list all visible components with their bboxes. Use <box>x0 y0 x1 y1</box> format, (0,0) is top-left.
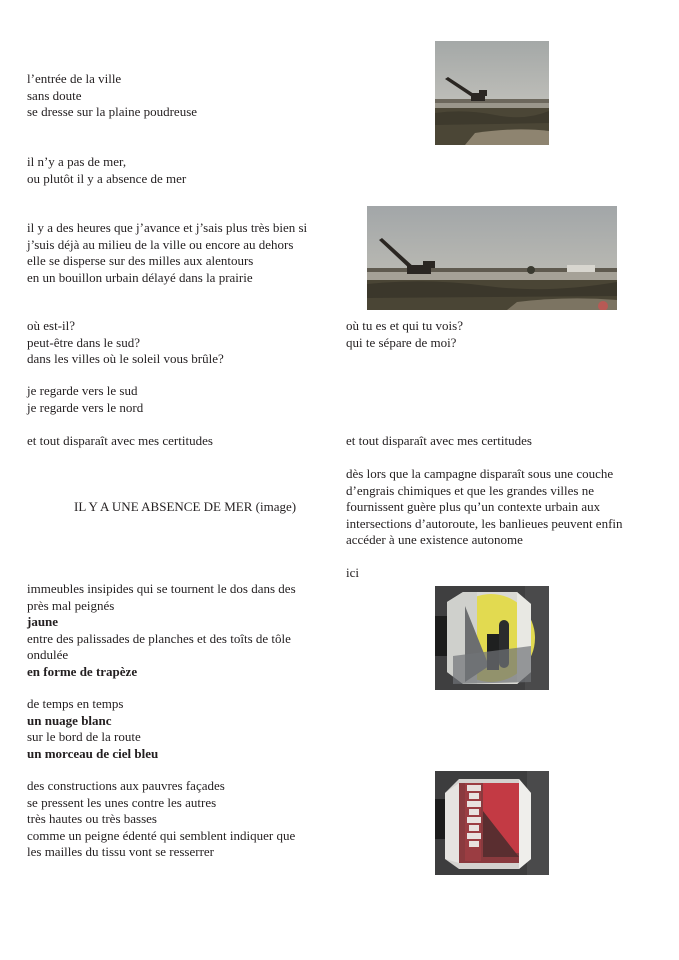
text-line: de temps en temps <box>27 696 124 711</box>
text-line: je regarde vers le sud <box>27 383 138 398</box>
text-line: immeubles insipides qui se tournent le dos dans des <box>27 581 296 596</box>
text-line: elle se disperse sur des milles aux alentours <box>27 253 254 268</box>
caption-text: IL Y A UNE ABSENCE DE MER (image) <box>74 499 297 514</box>
text-line: où tu es et qui tu vois? <box>346 318 463 333</box>
text-line: ici <box>346 565 359 580</box>
installation-photo-red <box>435 771 549 875</box>
stanza-immeubles <box>27 581 296 680</box>
stanza-constructions <box>27 778 295 861</box>
stanza-ou-est-il <box>27 318 224 368</box>
text-line: accéder à une existence autonome <box>346 532 523 547</box>
text-line: peut-être dans le sud? <box>27 334 140 350</box>
text-line: ondulée <box>27 647 69 662</box>
text-line-bold: jaune <box>27 614 59 629</box>
stanza-entree <box>27 71 197 121</box>
text-line: dans les villes où le soleil vous brûle? <box>27 351 224 366</box>
image-caption <box>74 499 296 516</box>
installation-photo-red-graphic <box>435 771 549 875</box>
text-line: ou plutôt il y a absence de mer <box>27 170 187 186</box>
text-line: où est-il? <box>27 318 76 333</box>
text-line: il y a des heures que j’avance et j’sais plus très bien si <box>27 220 308 235</box>
stanza-regarde <box>27 383 143 416</box>
text-line: se dresse sur la plaine poudreuse <box>27 104 198 119</box>
installation-photo-yellow-graphic <box>435 586 549 690</box>
text-line: fournissent guère plus qu’un contexte urbain aux <box>346 499 601 514</box>
stanza-ici <box>346 565 359 582</box>
text-line: les mailles du tissu vont se resserrer <box>27 844 215 859</box>
text-line-bold: en forme de trapèze <box>27 663 138 679</box>
landscape-photo-wide <box>367 206 617 310</box>
landscape-photo-wide-graphic <box>367 206 617 310</box>
stanza-disparait-right <box>346 433 532 450</box>
stanza-mer <box>27 154 186 187</box>
text-line: il n’y a pas de mer, <box>27 154 127 169</box>
text-line: intersections d’autoroute, les banlieues peuvent enfin <box>346 515 623 531</box>
stanza-disparait-left <box>27 433 213 450</box>
stanza-campagne <box>346 466 623 549</box>
text-line: entre des palissades de planches et des toîts de tôle <box>27 630 291 646</box>
text-line: et tout disparaît avec mes certitudes <box>346 433 532 448</box>
text-line: se pressent les unes contre les autres <box>27 794 217 810</box>
text-line: qui te sépare de moi? <box>346 334 457 350</box>
text-line: sans doute <box>27 87 82 103</box>
text-line-bold: un morceau de ciel bleu <box>27 745 159 761</box>
text-line-bold: un nuage blanc <box>27 712 112 728</box>
text-line: en un bouillon urbain délayé dans la prairie <box>27 269 253 285</box>
landscape-photo-small <box>435 41 549 145</box>
text-line: je regarde vers le nord <box>27 399 144 415</box>
text-line: et tout disparaît avec mes certitudes <box>27 433 213 448</box>
landscape-photo-small-graphic <box>435 41 549 145</box>
text-line: j’suis déjà au milieu de la ville ou encore au dehors <box>27 236 294 252</box>
stanza-temps <box>27 696 158 762</box>
text-line: l’entrée de la ville <box>27 71 122 86</box>
stanza-ou-tu-es <box>346 318 463 351</box>
installation-photo-yellow <box>435 586 549 690</box>
text-line: sur le bord de la route <box>27 729 141 744</box>
text-line: comme un peigne édenté qui semblent indiquer que <box>27 827 296 843</box>
text-line: dès lors que la campagne disparaît sous une couche <box>346 466 614 481</box>
text-line: près mal peignés <box>27 597 115 613</box>
text-line: des constructions aux pauvres façades <box>27 778 225 793</box>
stanza-heures <box>27 220 307 286</box>
text-line: d’engrais chimiques et que les grandes villes ne <box>346 482 595 498</box>
text-line: très hautes ou très basses <box>27 811 157 826</box>
